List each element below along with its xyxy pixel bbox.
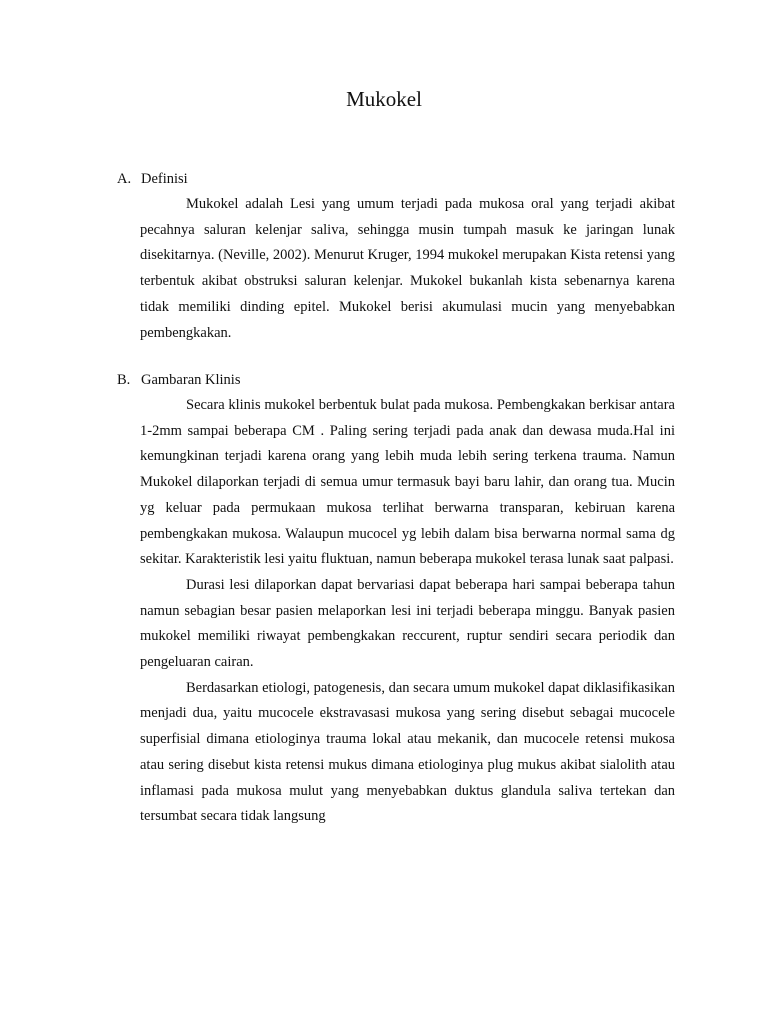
section-heading-text: Gambaran Klinis xyxy=(141,372,241,388)
paragraph: Durasi lesi dilaporkan dapat bervariasi dapat beberapa hari sampai beberapa tahun namun sebagian besar pasien melaporkan lesi ini terjadi beberapa minggu. Banyak pasien mukokel memiliki riwayat pembengkakan reccurent, ruptur sendiri secara periodik dan pengeluaran cairan. xyxy=(140,576,675,671)
section-heading-text: Definisi xyxy=(141,171,188,187)
section-heading xyxy=(117,168,675,190)
paragraph: Secara klinis mukokel berbentuk bulat pada mukosa. Pembengkakan berkisar antara 1-2mm sampai beberapa CM . Paling sering terjadi pada anak dan dewasa muda.Hal ini kemungkinan terjadi karena orang yang lebih muda lebih sering terkena trauma. Namun Mukokel dilaporkan terjadi di semua umur termasuk bayi baru lahir, dan orang tua. Mucin yg keluar pada permukaan mukosa terlihat berwarna transparan, kebiruan karena pembengkakan mukosa. Walaupun mucocel yg lebih dalam bisa berwarna normal sama dg sekitar. Karakteristik lesi yaitu fluktuan, namun beberapa mukokel terasa lunak saat palpasi. xyxy=(140,397,675,568)
section-gambaran-klinis xyxy=(117,369,675,830)
section-letter: B. xyxy=(117,372,131,388)
paragraph: Berdasarkan etiologi, patogenesis, dan secara umum mukokel dapat diklasifikasikan menjadi dua, yaitu mucocele ekstravasasi mukosa yang sering disebut sebagai mucocele superfisial dimana etiologinya trauma lokal atau mekanik, dan mucocele retensi mukosa atau sering disebut kista retensi mukus dimana etiologinya plug mukus akibat sialolith atau inflamasi pada mukosa mulut yang menyebabkan duktus glandula saliva tertekan dan tersumbat secara tidak langsung xyxy=(140,679,675,825)
section-heading xyxy=(117,369,675,391)
paragraph: Mukokel adalah Lesi yang umum terjadi pada mukosa oral yang terjadi akibat pecahnya saluran kelenjar saliva, sehingga musin tumpah masuk ke jaringan lunak disekitarnya. (Neville, 2002). Menurut Kruger, 1994 mukokel merupakan Kista retensi yang terbentuk akibat obstruksi saluran kelenjar. Mukokel bukanlah kista sebenarnya karena tidak memiliki dinding epitel. Mukokel berisi akumulasi mucin yang menyebabkan pembengkakan. xyxy=(140,196,675,341)
document-title: Mukokel xyxy=(346,87,422,111)
section-definisi xyxy=(117,168,675,346)
section-letter: A. xyxy=(117,171,132,187)
